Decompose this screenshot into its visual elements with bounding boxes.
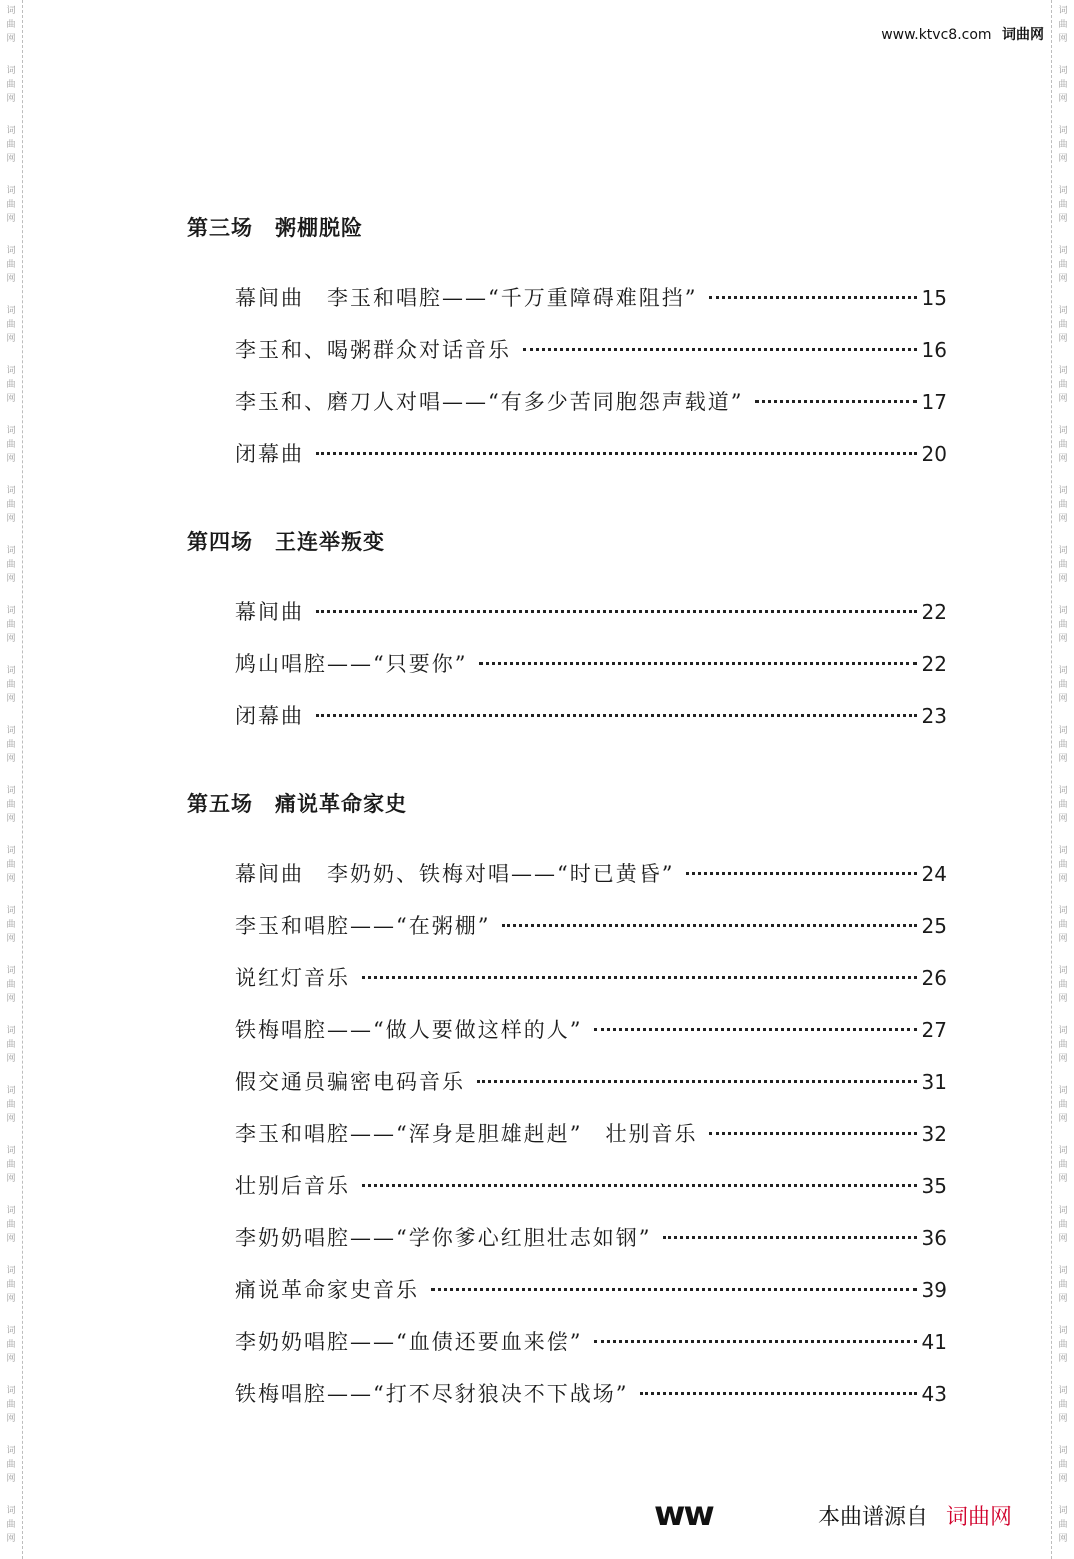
- side-watermark: 词曲网: [1058, 426, 1068, 464]
- toc-entry: [235, 638, 947, 690]
- section-spacer: [187, 480, 947, 524]
- entry-page: 31: [921, 1070, 947, 1094]
- entry-title: 鸠山唱腔——“只要你”: [235, 652, 468, 676]
- side-watermark: 词曲网: [1058, 6, 1068, 44]
- entry-page: 43: [921, 1382, 947, 1406]
- side-watermark: 词曲网: [1058, 786, 1068, 824]
- side-watermark: 词曲网: [1058, 66, 1068, 104]
- side-watermark: 词曲网: [1058, 1326, 1068, 1364]
- side-watermark: 词曲网: [1058, 1386, 1068, 1424]
- side-watermark: 词曲网: [6, 426, 16, 464]
- dot-leader: [755, 400, 917, 403]
- entry-page: 17: [921, 390, 947, 414]
- side-watermark: 词曲网: [6, 306, 16, 344]
- entry-title: 假交通员骗密电码音乐: [235, 1070, 465, 1094]
- entry-title: 李玉和唱腔——“浑身是胆雄赳赳” 壮别音乐: [235, 1122, 698, 1146]
- side-watermark: 词曲网: [1058, 966, 1068, 1004]
- toc-entry: [235, 900, 947, 952]
- entry-page: 16: [921, 338, 947, 362]
- header-site-name: 词曲网: [1002, 27, 1044, 43]
- side-watermark: 词曲网: [6, 6, 16, 44]
- entry-title: 李玉和唱腔——“在粥棚”: [235, 914, 491, 938]
- entry-page: 25: [921, 914, 947, 938]
- toc-entry: [235, 1160, 947, 1212]
- toc-entry: [235, 1108, 947, 1160]
- scene-number: 第五场: [187, 792, 253, 816]
- toc-entry: [235, 272, 947, 324]
- dot-leader: [594, 1028, 917, 1031]
- dot-leader: [316, 714, 917, 717]
- section-scene-3: [187, 210, 947, 480]
- dot-leader: [663, 1236, 917, 1239]
- side-watermark: 词曲网: [1058, 546, 1068, 584]
- dot-leader: [362, 976, 917, 979]
- side-watermark: 词曲网: [6, 246, 16, 284]
- entry-page: 22: [921, 600, 947, 624]
- side-watermark: 词曲网: [1058, 366, 1068, 404]
- scene-title: 痛说革命家史: [275, 792, 407, 816]
- side-watermark: 词曲网: [6, 546, 16, 584]
- scene-title: 粥棚脱险: [275, 216, 363, 240]
- entry-page: 27: [921, 1018, 947, 1042]
- side-watermark: 词曲网: [6, 366, 16, 404]
- toc-entry: [235, 952, 947, 1004]
- side-watermark: 词曲网: [6, 1266, 16, 1304]
- header-site-url: www.ktvc8.com: [881, 27, 992, 43]
- toc-entry: [235, 848, 947, 900]
- right-watermark-strip: [1051, 0, 1074, 1559]
- toc-entry: [235, 1316, 947, 1368]
- side-watermark: 词曲网: [1058, 126, 1068, 164]
- side-watermark: 词曲网: [1058, 1026, 1068, 1064]
- side-watermark: 词曲网: [1058, 906, 1068, 944]
- entry-title: 闭幕曲: [235, 442, 304, 466]
- side-watermark: 词曲网: [1058, 246, 1068, 284]
- footer-logo: ww: [654, 1494, 713, 1534]
- side-watermark: 词曲网: [6, 966, 16, 1004]
- toc-entry: [235, 1264, 947, 1316]
- side-watermark: 词曲网: [6, 1326, 16, 1364]
- side-watermark: 词曲网: [6, 126, 16, 164]
- entry-list: [187, 586, 947, 742]
- footer-source: [818, 1500, 1012, 1531]
- side-watermark: 词曲网: [6, 1086, 16, 1124]
- side-watermark: 词曲网: [6, 1446, 16, 1484]
- side-watermark: 词曲网: [1058, 1086, 1068, 1124]
- side-watermark: 词曲网: [1058, 1146, 1068, 1184]
- side-watermark: 词曲网: [6, 786, 16, 824]
- toc-entry: [235, 586, 947, 638]
- entry-page: 15: [921, 286, 947, 310]
- side-watermark: 词曲网: [6, 726, 16, 764]
- side-watermark: 词曲网: [1058, 666, 1068, 704]
- toc-entry: [235, 376, 947, 428]
- dot-leader: [362, 1184, 917, 1187]
- side-watermark: 词曲网: [6, 906, 16, 944]
- entry-title: 说红灯音乐: [235, 966, 350, 990]
- side-watermark: 词曲网: [1058, 306, 1068, 344]
- entry-title: 李奶奶唱腔——“学你爹心红胆壮志如钢”: [235, 1226, 652, 1250]
- entry-page: 41: [921, 1330, 947, 1354]
- scene-number: 第四场: [187, 530, 253, 554]
- toc-entry: [235, 428, 947, 480]
- section-scene-5: [187, 786, 947, 1420]
- entry-page: 24: [921, 862, 947, 886]
- side-watermark: 词曲网: [6, 1206, 16, 1244]
- entry-title: 幕间曲 李玉和唱腔——“千万重障碍难阻挡”: [235, 286, 698, 310]
- side-watermark: 词曲网: [1058, 1266, 1068, 1304]
- side-watermark: 词曲网: [6, 846, 16, 884]
- dot-leader: [640, 1392, 917, 1395]
- side-watermark: 词曲网: [6, 1386, 16, 1424]
- entry-title: 铁梅唱腔——“打不尽豺狼决不下战场”: [235, 1382, 629, 1406]
- entry-page: 35: [921, 1174, 947, 1198]
- entry-page: 26: [921, 966, 947, 990]
- entry-page: 22: [921, 652, 947, 676]
- scene-heading: [187, 524, 947, 560]
- side-watermark: 词曲网: [1058, 186, 1068, 224]
- dot-leader: [709, 1132, 917, 1135]
- side-watermark: 词曲网: [6, 1146, 16, 1184]
- dot-leader: [594, 1340, 917, 1343]
- entry-title: 幕间曲 李奶奶、铁梅对唱——“时已黄昏”: [235, 862, 675, 886]
- entry-title: 李玉和、磨刀人对唱——“有多少苦同胞怨声载道”: [235, 390, 744, 414]
- toc-entry: [235, 324, 947, 376]
- scene-heading: [187, 210, 947, 246]
- toc-entry: [235, 1212, 947, 1264]
- dot-leader: [523, 348, 917, 351]
- side-watermark: 词曲网: [1058, 606, 1068, 644]
- entry-list: [187, 848, 947, 1420]
- side-watermark: 词曲网: [6, 606, 16, 644]
- section-spacer: [187, 742, 947, 786]
- side-watermark: 词曲网: [1058, 1206, 1068, 1244]
- side-watermark: 词曲网: [6, 1026, 16, 1064]
- dot-leader: [502, 924, 917, 927]
- entry-title: 痛说革命家史音乐: [235, 1278, 419, 1302]
- dot-leader: [316, 610, 917, 613]
- footer-site-link[interactable]: 词曲网: [946, 1505, 1013, 1530]
- scene-heading: [187, 786, 947, 822]
- side-watermark: 词曲网: [1058, 846, 1068, 884]
- side-watermark: 词曲网: [6, 186, 16, 224]
- dot-leader: [431, 1288, 917, 1291]
- toc-entry: [235, 690, 947, 742]
- entry-title: 铁梅唱腔——“做人要做这样的人”: [235, 1018, 583, 1042]
- entry-page: 39: [921, 1278, 947, 1302]
- entry-title: 闭幕曲: [235, 704, 304, 728]
- entry-page: 23: [921, 704, 947, 728]
- header-watermark: [881, 24, 1044, 44]
- entry-page: 36: [921, 1226, 947, 1250]
- dot-leader: [316, 452, 917, 455]
- section-scene-4: [187, 524, 947, 742]
- entry-title: 幕间曲: [235, 600, 304, 624]
- entry-page: 32: [921, 1122, 947, 1146]
- scene-title: 王连举叛变: [275, 530, 385, 554]
- toc-entry: [235, 1368, 947, 1420]
- table-of-contents: [187, 210, 947, 1420]
- entry-title: 李奶奶唱腔——“血债还要血来偿”: [235, 1330, 583, 1354]
- side-watermark: 词曲网: [6, 1506, 16, 1544]
- scene-number: 第三场: [187, 216, 253, 240]
- toc-entry: [235, 1056, 947, 1108]
- side-watermark: 词曲网: [1058, 1506, 1068, 1544]
- footer-source-text: 本曲谱源自: [818, 1505, 929, 1530]
- side-watermark: 词曲网: [6, 66, 16, 104]
- dot-leader: [477, 1080, 917, 1083]
- left-watermark-strip: [0, 0, 23, 1559]
- dot-leader: [686, 872, 917, 875]
- side-watermark: 词曲网: [1058, 486, 1068, 524]
- side-watermark: 词曲网: [6, 486, 16, 524]
- entry-title: 李玉和、喝粥群众对话音乐: [235, 338, 511, 362]
- side-watermark: 词曲网: [6, 666, 16, 704]
- entry-list: [187, 272, 947, 480]
- toc-entry: [235, 1004, 947, 1056]
- dot-leader: [479, 662, 917, 665]
- dot-leader: [709, 296, 917, 299]
- entry-title: 壮别后音乐: [235, 1174, 350, 1198]
- entry-page: 20: [921, 442, 947, 466]
- side-watermark: 词曲网: [1058, 726, 1068, 764]
- side-watermark: 词曲网: [1058, 1446, 1068, 1484]
